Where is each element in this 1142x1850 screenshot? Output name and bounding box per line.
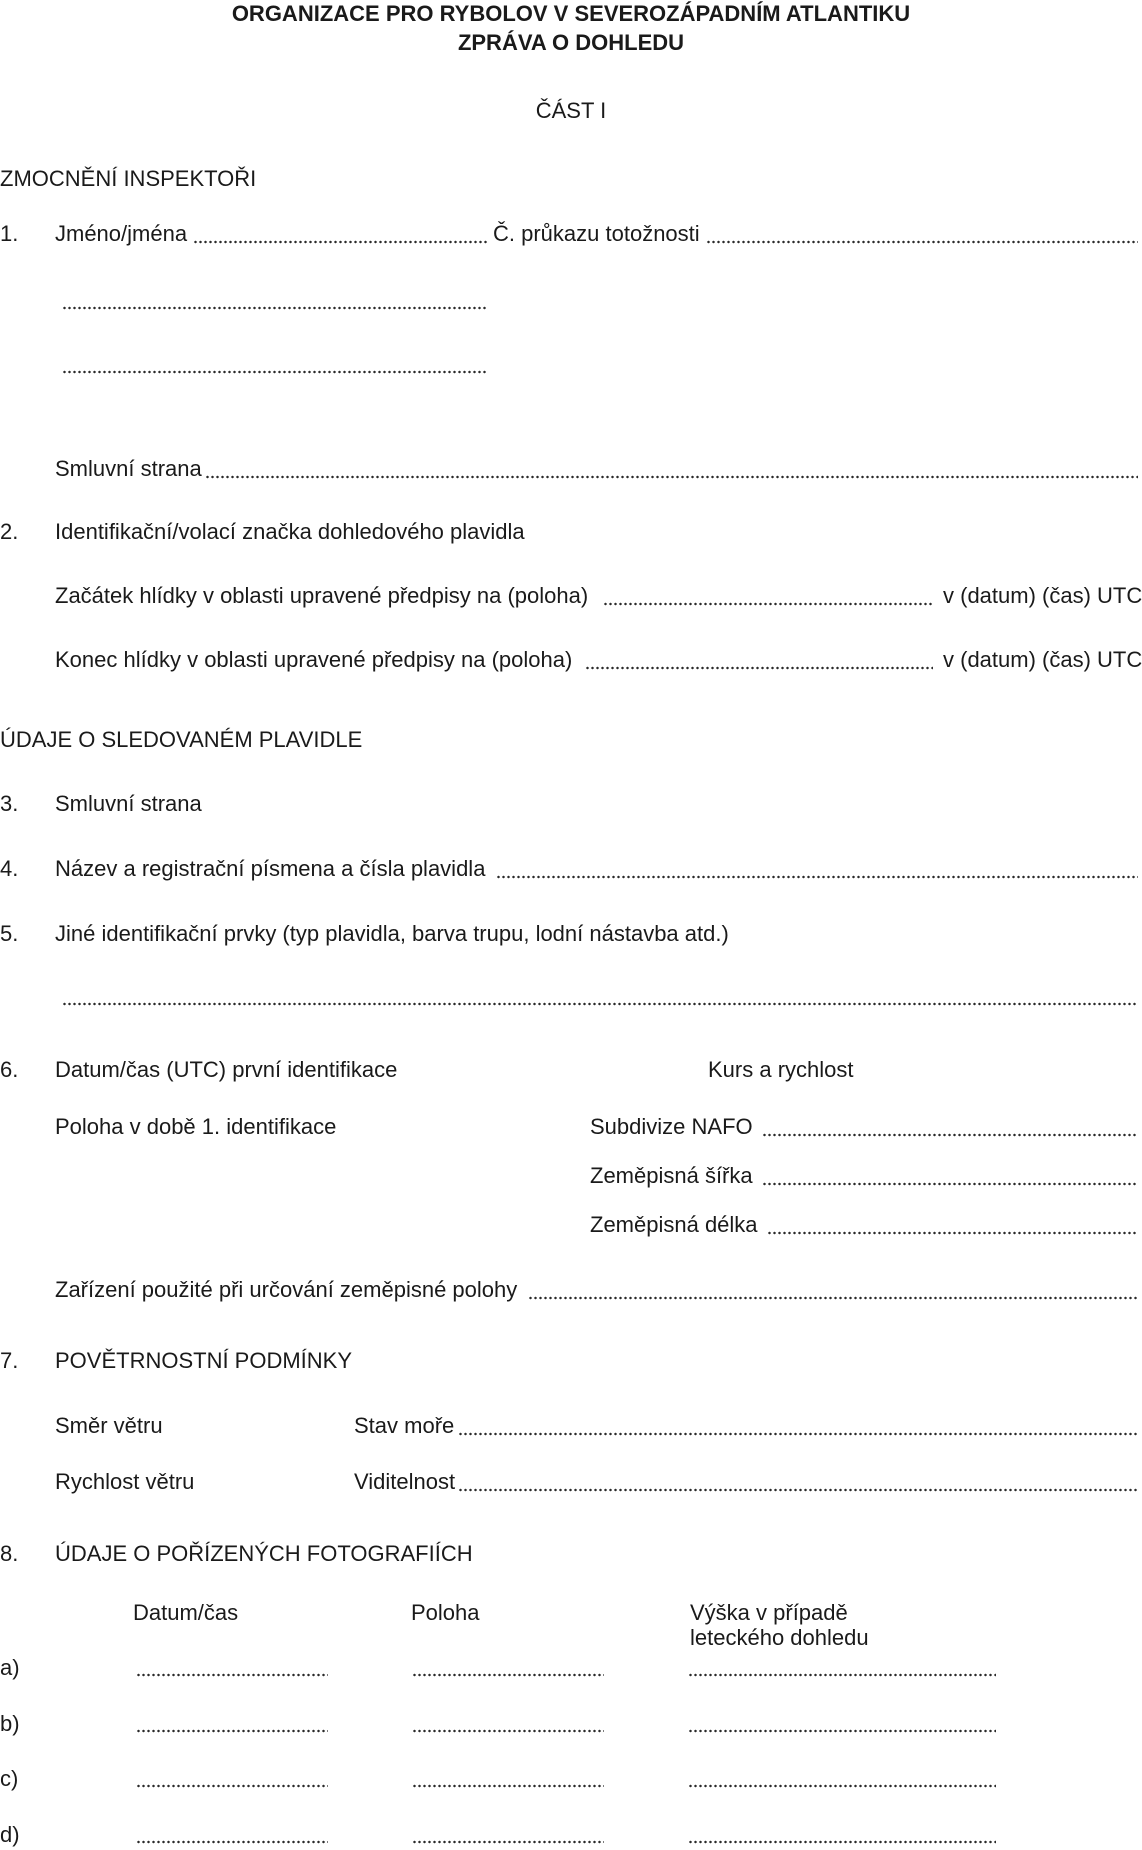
nafo-subdivision-field[interactable] bbox=[762, 1133, 1138, 1137]
patrol-vessel-id-label: Identifikační/volací značka dohledového plavidla bbox=[55, 519, 525, 544]
vessel-name-label: Název a registrační písmena a čísla plavidla bbox=[55, 856, 486, 881]
id-card-label: Č. průkazu totožnosti bbox=[493, 221, 700, 246]
photo-row-label: c) bbox=[0, 1766, 19, 1791]
sea-state-label: Stav moře bbox=[354, 1413, 455, 1438]
vessel-heading: ÚDAJE O SLEDOVANÉM PLAVIDLE bbox=[0, 727, 363, 752]
photo-row-d-altitude-field[interactable] bbox=[688, 1840, 996, 1844]
visibility-label: Viditelnost bbox=[354, 1469, 456, 1494]
form-title: ORGANIZACE PRO RYBOLOV V SEVEROZÁPADNÍM ATLANTIKU bbox=[231, 1, 911, 26]
part-heading: ČÁST I bbox=[535, 98, 607, 123]
item-4-number: 4. bbox=[0, 856, 19, 881]
photo-altitude-column-header-line-2: leteckého dohledu bbox=[690, 1625, 869, 1650]
watch-start-label: Začátek hlídky v oblasti upravené předpisy na (poloha) bbox=[55, 583, 589, 608]
photo-row-a-altitude-field[interactable] bbox=[688, 1673, 996, 1677]
nafo-subdivision-label: Subdivize NAFO bbox=[590, 1114, 753, 1139]
item-1-number: 1. bbox=[0, 221, 19, 246]
contracting-party-label: Smluvní strana bbox=[55, 791, 202, 816]
party-label: Smluvní strana bbox=[55, 456, 202, 481]
names-field-line-2[interactable] bbox=[62, 306, 488, 310]
watch-end-datetime-label: v (datum) (čas) UTC bbox=[943, 647, 1142, 672]
item-8-number: 8. bbox=[0, 1541, 19, 1566]
id-card-field[interactable] bbox=[706, 240, 1138, 244]
other-identifiers-label: Jiné identifikační prvky (typ plavidla, barva trupu, lodní nástavba atd.) bbox=[55, 921, 729, 946]
photo-row-c-altitude-field[interactable] bbox=[688, 1784, 996, 1788]
photo-row-a-position-field[interactable] bbox=[412, 1673, 604, 1677]
photo-row-d-datetime-field[interactable] bbox=[136, 1840, 328, 1844]
form-subtitle: ZPRÁVA O DOHLEDU bbox=[457, 30, 685, 55]
photo-row-d-position-field[interactable] bbox=[412, 1840, 604, 1844]
photo-row-b-position-field[interactable] bbox=[412, 1729, 604, 1733]
photo-position-column-header: Poloha bbox=[411, 1600, 480, 1625]
longitude-field[interactable] bbox=[767, 1231, 1138, 1235]
photo-row-label: b) bbox=[0, 1711, 20, 1736]
photo-altitude-column-header: Výška v případě bbox=[690, 1600, 848, 1625]
visibility-field[interactable] bbox=[458, 1488, 1138, 1492]
item-5-number: 5. bbox=[0, 921, 19, 946]
photo-row-b-altitude-field[interactable] bbox=[688, 1729, 996, 1733]
party-field[interactable] bbox=[205, 475, 1138, 479]
latitude-label: Zeměpisná šířka bbox=[590, 1163, 753, 1188]
item-7-number: 7. bbox=[0, 1348, 19, 1373]
photo-row-c-datetime-field[interactable] bbox=[136, 1784, 328, 1788]
item-3-number: 3. bbox=[0, 791, 19, 816]
photo-row-b-datetime-field[interactable] bbox=[136, 1729, 328, 1733]
course-speed-label: Kurs a rychlost bbox=[708, 1057, 854, 1082]
photo-row-a-datetime-field[interactable] bbox=[136, 1673, 328, 1677]
names-field-line-3[interactable] bbox=[62, 370, 488, 374]
photo-datetime-column-header: Datum/čas bbox=[133, 1600, 239, 1625]
first-id-datetime-label: Datum/čas (UTC) první identifikace bbox=[55, 1057, 398, 1082]
sea-state-field[interactable] bbox=[458, 1432, 1138, 1436]
names-field[interactable] bbox=[193, 240, 488, 244]
first-id-position-label: Poloha v době 1. identifikace bbox=[55, 1114, 337, 1139]
photos-heading: ÚDAJE O POŘÍZENÝCH FOTOGRAFIÍCH bbox=[55, 1541, 473, 1566]
names-label: Jméno/jména bbox=[55, 221, 188, 246]
other-identifiers-field[interactable] bbox=[62, 1002, 1138, 1006]
latitude-field[interactable] bbox=[762, 1182, 1138, 1186]
watch-end-label: Konec hlídky v oblasti upravené předpisy na (poloha) bbox=[55, 647, 573, 672]
item-2-number: 2. bbox=[0, 519, 19, 544]
weather-heading: POVĚTRNOSTNÍ PODMÍNKY bbox=[55, 1348, 353, 1373]
photo-row-label: a) bbox=[0, 1655, 20, 1680]
watch-start-datetime-label: v (datum) (čas) UTC bbox=[943, 583, 1142, 608]
wind-direction-label: Směr větru bbox=[55, 1413, 163, 1438]
item-6-number: 6. bbox=[0, 1057, 19, 1082]
wind-speed-label: Rychlost větru bbox=[55, 1469, 195, 1494]
positioning-equipment-label: Zařízení použité při určování zeměpisné polohy bbox=[55, 1277, 518, 1302]
photo-row-c-position-field[interactable] bbox=[412, 1784, 604, 1788]
watch-end-position-field[interactable] bbox=[585, 666, 933, 670]
vessel-name-field[interactable] bbox=[496, 875, 1138, 879]
inspectors-heading: ZMOCNĚNÍ INSPEKTOŘI bbox=[0, 166, 257, 191]
photo-row-label: d) bbox=[0, 1822, 20, 1847]
longitude-label: Zeměpisná délka bbox=[590, 1212, 758, 1237]
watch-start-position-field[interactable] bbox=[603, 602, 933, 606]
positioning-equipment-field[interactable] bbox=[528, 1296, 1138, 1300]
